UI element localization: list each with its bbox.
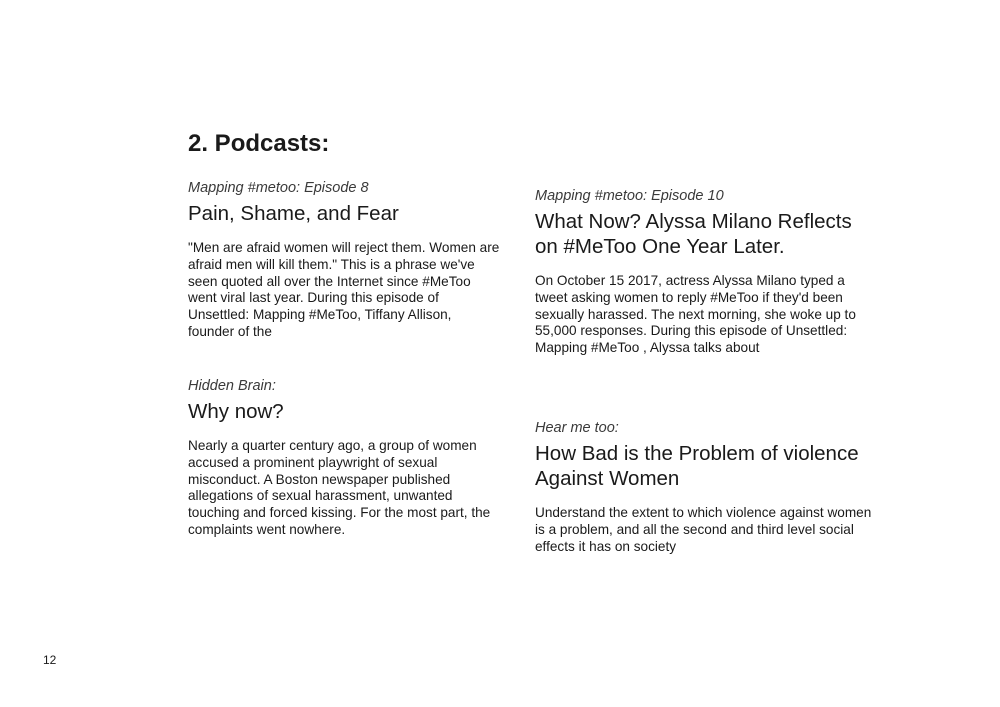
podcast-description: Understand the extent to which violence against women is a problem, and all the second and third level social effects it has on society: [535, 505, 872, 554]
podcast-source: Mapping #metoo: Episode 8: [188, 180, 369, 196]
podcast-description: "Men are afraid women will reject them. Women are afraid men will kill them." This is a phrase we've seen quoted all over the Internet since #MeToo went viral last year. During this episode of Unsettled: Mapping #MeToo, Tiffany Allison, founder of the: [188, 240, 500, 339]
podcast-description: On October 15 2017, actress Alyssa Milano typed a tweet asking women to reply #MeToo if they'd been sexually harassed. The next morning, she woke up to 55,000 responses. During this episode of Unsettled: Mapping #MeToo , Alyssa talks about: [535, 273, 856, 356]
page-number: 12: [43, 653, 57, 667]
podcast-title: Why now?: [188, 400, 284, 423]
podcast-source: Hidden Brain:: [188, 378, 276, 394]
podcast-card-why-now: [188, 377, 500, 539]
podcast-title: Pain, Shame, and Fear: [188, 202, 399, 225]
podcast-description: Nearly a quarter century ago, a group of women accused a prominent playwright of sexual misconduct. A Boston newspaper published allegations of sexual harassment, unwanted touching and forced kissing. For the most part, the complaints went nowhere.: [188, 438, 491, 537]
podcast-title: What Now? Alyssa Milano Reflects on #MeToo One Year Later.: [535, 210, 852, 258]
podcast-title: How Bad is the Problem of violence Against Women: [535, 442, 859, 490]
section-title: 2. Podcasts:: [188, 130, 330, 157]
podcast-card-pain-shame-fear: [188, 179, 500, 341]
podcast-source: Hear me too:: [535, 420, 619, 436]
podcast-card-how-bad: [535, 419, 875, 555]
podcast-card-what-now: [535, 187, 875, 357]
podcast-source: Mapping #metoo: Episode 10: [535, 188, 724, 204]
